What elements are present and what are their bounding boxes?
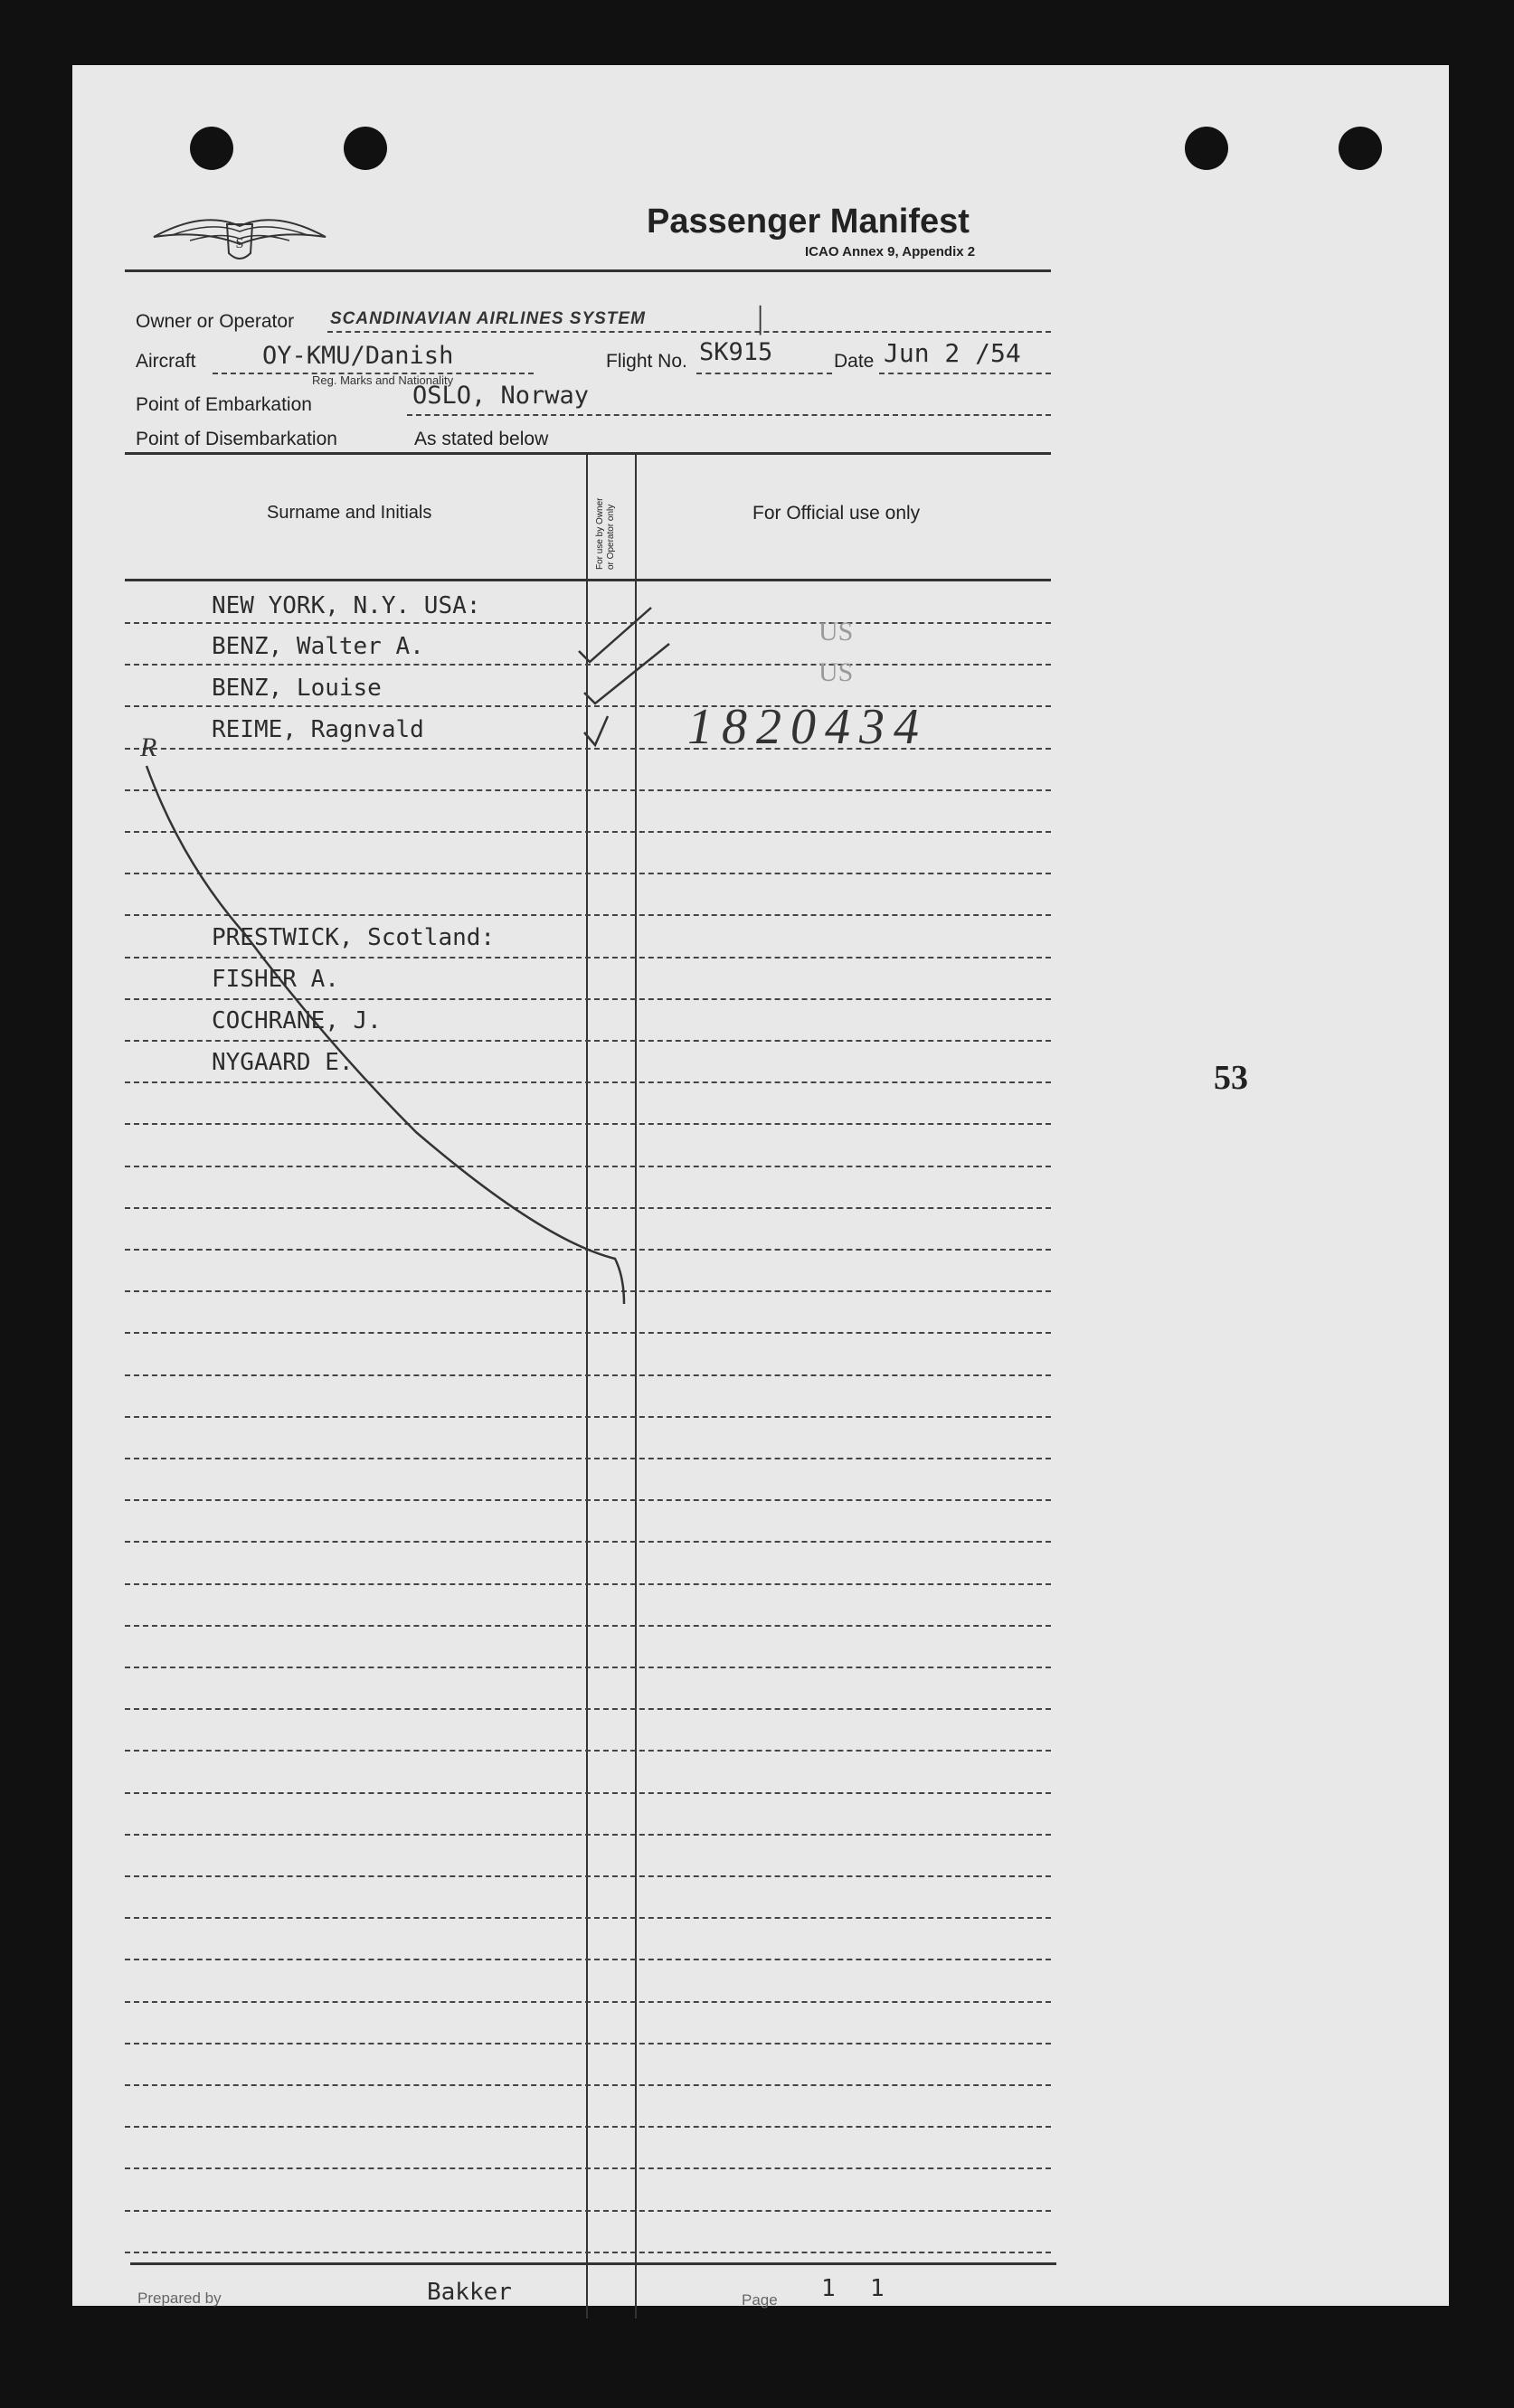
handwriting-layer xyxy=(72,65,1449,2306)
prepared-by-label: Prepared by xyxy=(137,2290,222,2307)
list-item: NYGAARD E. xyxy=(212,1049,354,1076)
svg-text:S: S xyxy=(235,236,244,251)
page-of-value: 1 xyxy=(870,2275,885,2302)
owner-use-header: For use by Owner or Operator only xyxy=(595,497,616,570)
aircraft-value: OY-KMU/Danish xyxy=(262,342,454,370)
page-value: 1 xyxy=(821,2275,836,2302)
manifest-sheet xyxy=(72,65,1449,2309)
list-item: PRESTWICK, Scotland: xyxy=(212,924,496,951)
list-item: COCHRANE, J. xyxy=(212,1007,382,1034)
handwritten-number: 1820434 xyxy=(687,699,928,755)
list-item: BENZ, Louise xyxy=(212,675,382,702)
date-value: Jun 2 /54 xyxy=(884,338,1021,368)
list-item: NEW YORK, N.Y. USA: xyxy=(212,592,481,619)
us-mark: US xyxy=(819,657,854,687)
flight-label: Flight No. xyxy=(606,351,687,372)
list-item: FISHER A. xyxy=(212,966,339,993)
owner-label: Owner or Operator xyxy=(136,311,295,332)
official-header: For Official use only xyxy=(752,503,921,524)
prepared-by-value: Bakker xyxy=(427,2279,512,2306)
page-title: Passenger Manifest xyxy=(647,203,970,241)
disembark-value: As stated below xyxy=(414,429,549,449)
footer-rule xyxy=(130,2262,1056,2265)
page-label: Page xyxy=(742,2291,778,2309)
list-item: REIME, Ragnvald xyxy=(212,716,424,743)
r-mark: R xyxy=(140,732,157,762)
page-stamp: 53 xyxy=(1214,1059,1248,1097)
surname-header: Surname and Initials xyxy=(267,503,432,523)
handwritten-tick: | xyxy=(757,299,764,335)
list-item: BENZ, Walter A. xyxy=(212,633,424,660)
owner-value: SCANDINAVIAN AIRLINES SYSTEM xyxy=(330,309,646,328)
us-mark: US xyxy=(819,617,854,647)
reg-note: Reg. Marks and Nationality xyxy=(312,373,454,387)
date-label: Date xyxy=(834,351,875,372)
flight-value: SK915 xyxy=(699,338,773,366)
disembark-label: Point of Disembarkation xyxy=(136,429,337,449)
embark-value: OSLO, Norway xyxy=(412,382,590,410)
embark-label: Point of Embarkation xyxy=(136,394,312,415)
aircraft-label: Aircraft xyxy=(136,351,196,372)
page-subtitle: ICAO Annex 9, Appendix 2 xyxy=(805,244,976,260)
